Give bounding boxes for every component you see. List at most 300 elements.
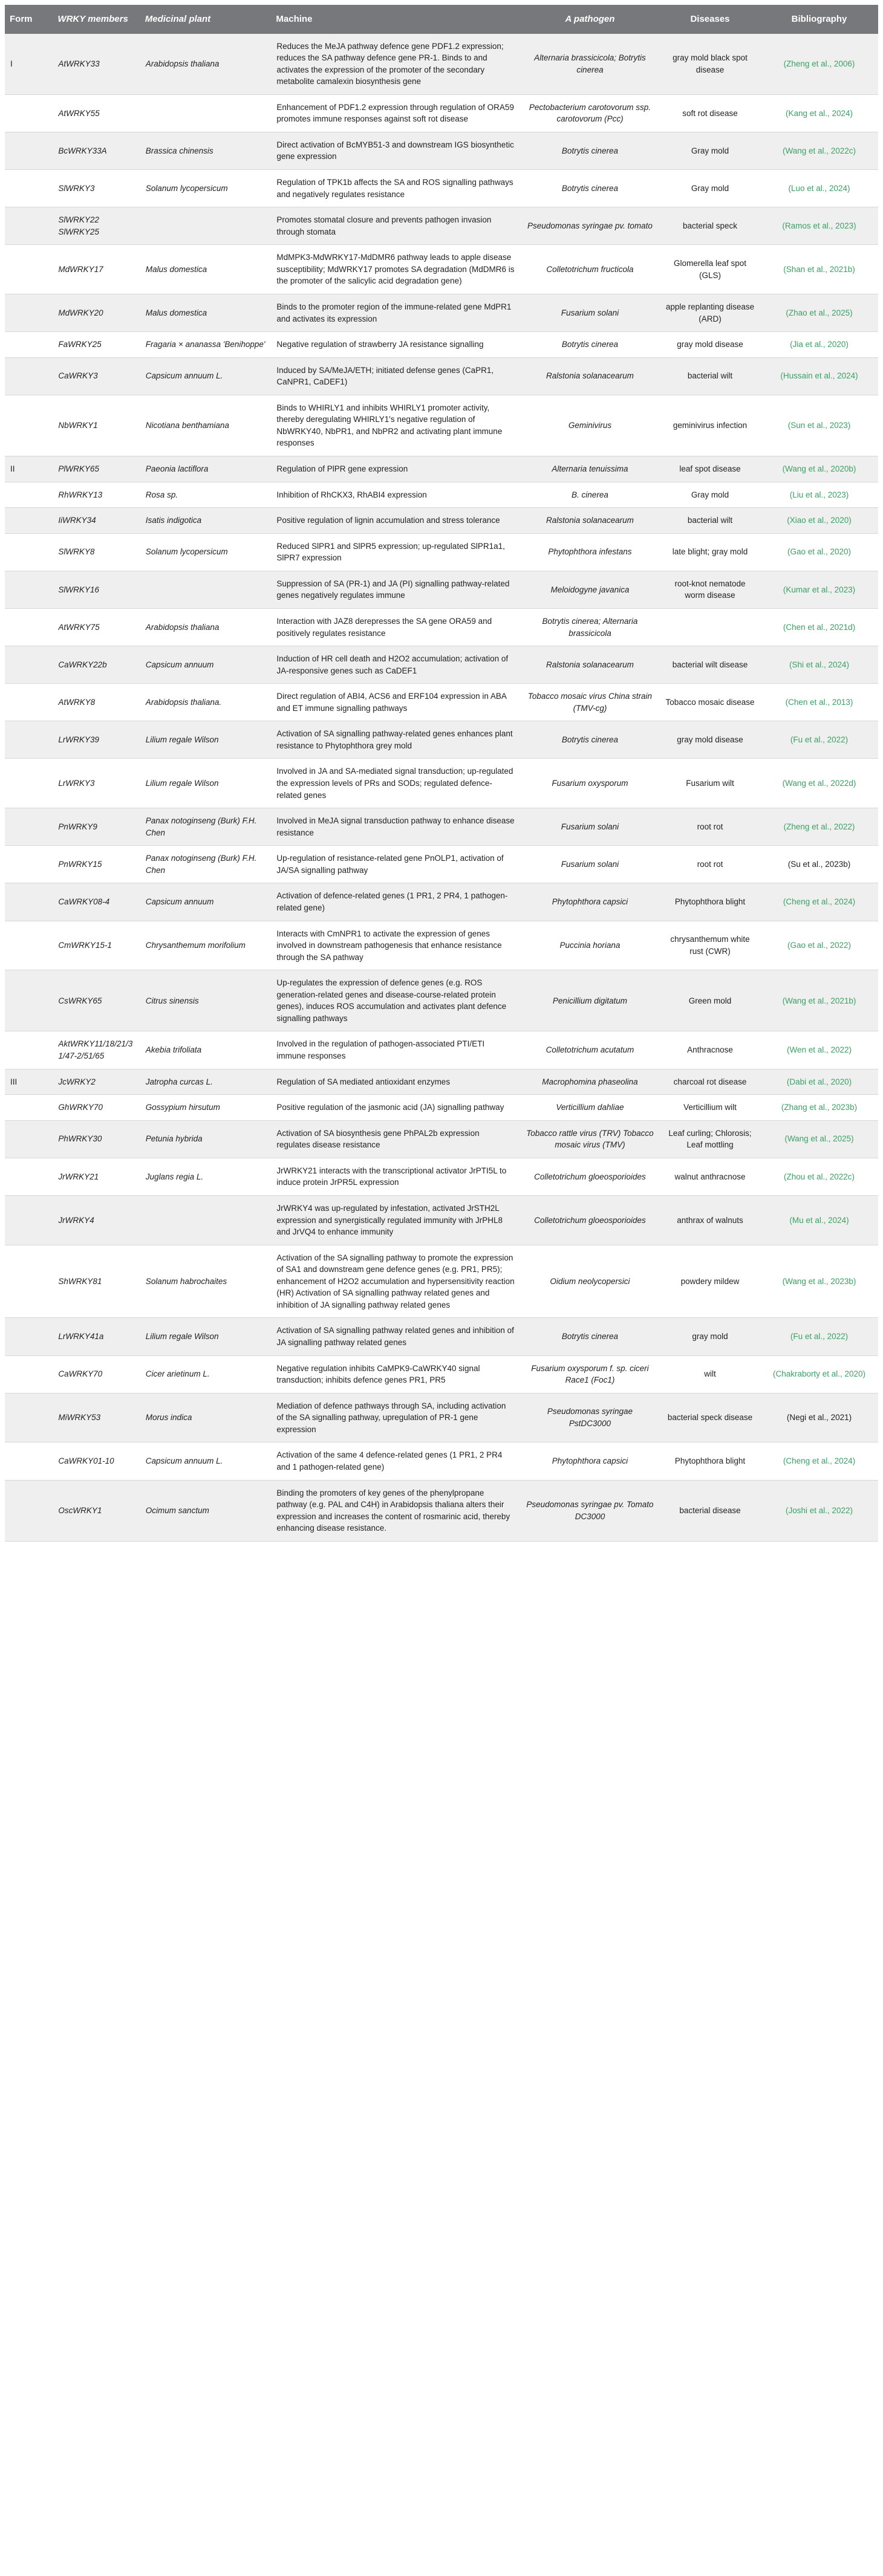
cell-machine: Activation of the same 4 defence-related genes (1 PR1, 2 PR4 and 1 pathogen-related gene) xyxy=(271,1442,520,1480)
cell-medicinal-plant: Solanum lycopersicum xyxy=(140,533,272,571)
cell-disease: bacterial speck disease xyxy=(660,1393,760,1442)
cell-form xyxy=(5,332,53,358)
table-row xyxy=(5,207,878,245)
citation-link[interactable]: (Zhao et al., 2025) xyxy=(786,308,853,317)
cell-form xyxy=(5,1355,53,1393)
cell-wrky-member: LrWRKY3 xyxy=(53,759,140,808)
cell-pathogen: Alternaria tenuissima xyxy=(520,456,660,482)
cell-medicinal-plant: Paeonia lactiflora xyxy=(140,456,272,482)
header-bibliography: Bibliography xyxy=(760,5,878,34)
cell-form xyxy=(5,94,53,132)
table-row xyxy=(5,1158,878,1195)
cell-machine: Activation of SA biosynthesis gene PhPAL2b expression regulates disease resistance xyxy=(271,1120,520,1158)
cell-form: I xyxy=(5,34,53,95)
cell-pathogen: Geminivirus xyxy=(520,395,660,456)
table-row xyxy=(5,1480,878,1541)
citation-link[interactable]: (Wang et al., 2022d) xyxy=(782,779,856,788)
citation-link[interactable]: (Dabi et al., 2020) xyxy=(786,1077,852,1086)
table-row xyxy=(5,482,878,508)
cell-disease: geminivirus infection xyxy=(660,395,760,456)
cell-machine: Interaction with JAZ8 derepresses the SA gene ORA59 and positively regulates resistance xyxy=(271,608,520,646)
cell-form xyxy=(5,1480,53,1541)
wrky-factors-table xyxy=(5,5,878,1542)
cell-wrky-member: CmWRKY15-1 xyxy=(53,921,140,970)
cell-wrky-member: CaWRKY22b xyxy=(53,646,140,684)
header-pathogen: A pathogen xyxy=(520,5,660,34)
cell-machine: Activation of the SA signalling pathway to promote the expression of SA1 and downstream gene defence genes (e.g. PR1, PR5); enhancement of H2O2 accumulation and hypersensitivity reaction (HR) Activation of SA signalling pathway related genes and inhibition of JA signalling pathway related genes xyxy=(271,1245,520,1318)
cell-pathogen: Botrytis cinerea xyxy=(520,170,660,207)
table-row xyxy=(5,294,878,331)
cell-machine: JrWRKY21 interacts with the transcriptional activator JrPTI5L to induce protein JrPR5L expression xyxy=(271,1158,520,1195)
cell-disease: Anthracnose xyxy=(660,1031,760,1069)
cell-form xyxy=(5,759,53,808)
cell-form xyxy=(5,571,53,608)
cell-machine: Negative regulation inhibits CaMPK9-CaWRKY40 signal transduction; inhibits defence genes PR1, PR5 xyxy=(271,1355,520,1393)
cell-bibliography xyxy=(760,684,878,721)
cell-machine: Regulation of PlPR gene expression xyxy=(271,456,520,482)
citation-link[interactable]: (Wang et al., 2023b) xyxy=(782,1276,856,1286)
table-row xyxy=(5,970,878,1031)
cell-wrky-member: PnWRKY9 xyxy=(53,808,140,846)
table-row xyxy=(5,1031,878,1069)
cell-pathogen: Pseudomonas syringae pv. Tomato DC3000 xyxy=(520,1480,660,1541)
cell-form: II xyxy=(5,456,53,482)
cell-machine: Reduces the MeJA pathway defence gene PDF1.2 expression; reduces the SA pathway defence gene PR-1. Binds to and activates the expression of the promoter of the secondary metabolite camalexin biosynthesis gene xyxy=(271,34,520,95)
citation-link[interactable]: (Xiao et al., 2020) xyxy=(787,516,852,525)
cell-wrky-member: CaWRKY08-4 xyxy=(53,883,140,921)
cell-pathogen: Botrytis cinerea; Alternaria brassicicola xyxy=(520,608,660,646)
citation-link[interactable]: (Ramos et al., 2023) xyxy=(782,221,856,230)
cell-medicinal-plant xyxy=(140,571,272,608)
cell-bibliography xyxy=(760,608,878,646)
cell-disease: Leaf curling; Chlorosis; Leaf mottling xyxy=(660,1120,760,1158)
cell-bibliography xyxy=(760,1095,878,1121)
table-row xyxy=(5,1195,878,1245)
cell-medicinal-plant: Petunia hybrida xyxy=(140,1120,272,1158)
cell-bibliography xyxy=(760,1158,878,1195)
cell-disease xyxy=(660,608,760,646)
cell-medicinal-plant: Arabidopsis thaliana xyxy=(140,34,272,95)
cell-disease: Gray mold xyxy=(660,132,760,169)
cell-bibliography xyxy=(760,1195,878,1245)
cell-disease: bacterial wilt xyxy=(660,508,760,534)
cell-disease: leaf spot disease xyxy=(660,456,760,482)
cell-form xyxy=(5,1031,53,1069)
cell-wrky-member: SlWRKY8 xyxy=(53,533,140,571)
cell-medicinal-plant: Capsicum annuum xyxy=(140,646,272,684)
cell-wrky-member: MdWRKY20 xyxy=(53,294,140,331)
table-row xyxy=(5,132,878,169)
cell-form xyxy=(5,508,53,534)
citation-link: (Su et al., 2023b) xyxy=(787,860,851,869)
cell-medicinal-plant: Capsicum annuum L. xyxy=(140,357,272,395)
cell-form xyxy=(5,883,53,921)
cell-medicinal-plant: Solanum habrochaites xyxy=(140,1245,272,1318)
cell-bibliography xyxy=(760,1069,878,1095)
cell-bibliography xyxy=(760,759,878,808)
citation-link[interactable]: (Shi et al., 2024) xyxy=(789,660,850,669)
cell-wrky-member: OscWRKY1 xyxy=(53,1480,140,1541)
cell-medicinal-plant: Morus indica xyxy=(140,1393,272,1442)
table-row xyxy=(5,921,878,970)
cell-bibliography xyxy=(760,646,878,684)
table-row xyxy=(5,759,878,808)
cell-medicinal-plant: Lilium regale Wilson xyxy=(140,1318,272,1355)
cell-wrky-member: JrWRKY4 xyxy=(53,1195,140,1245)
cell-pathogen: Phytophthora capsici xyxy=(520,1442,660,1480)
cell-machine: Direct activation of BcMYB51-3 and downstream IGS biosynthetic gene expression xyxy=(271,132,520,169)
table-row xyxy=(5,808,878,846)
table-row xyxy=(5,646,878,684)
table-row xyxy=(5,508,878,534)
cell-machine: Induced by SA/MeJA/ETH; initiated defense genes (CaPR1, CaNPR1, CaDEF1) xyxy=(271,357,520,395)
cell-wrky-member: SlWRKY16 xyxy=(53,571,140,608)
header-machine: Machine xyxy=(271,5,520,34)
cell-medicinal-plant: Citrus sinensis xyxy=(140,970,272,1031)
cell-form xyxy=(5,245,53,294)
cell-pathogen: Botrytis cinerea xyxy=(520,132,660,169)
cell-wrky-member: CaWRKY01-10 xyxy=(53,1442,140,1480)
cell-pathogen: Fusarium solani xyxy=(520,846,660,883)
cell-medicinal-plant: Arabidopsis thaliana. xyxy=(140,684,272,721)
citation-link[interactable]: (Mu et al., 2024) xyxy=(789,1215,849,1225)
cell-pathogen: Meloidogyne javanica xyxy=(520,571,660,608)
cell-machine: Regulation of SA mediated antioxidant enzymes xyxy=(271,1069,520,1095)
cell-form xyxy=(5,395,53,456)
citation-link[interactable]: (Wang et al., 2025) xyxy=(784,1134,854,1144)
cell-medicinal-plant xyxy=(140,1195,272,1245)
cell-pathogen: Fusarium solani xyxy=(520,808,660,846)
table-row xyxy=(5,1245,878,1318)
cell-disease: Phytophthora blight xyxy=(660,1442,760,1480)
cell-bibliography xyxy=(760,34,878,95)
cell-machine: Suppression of SA (PR-1) and JA (PI) signalling pathway-related genes negatively regulates immune xyxy=(271,571,520,608)
cell-machine: Up-regulation of resistance-related gene PnOLP1, activation of JA/SA signalling pathway xyxy=(271,846,520,883)
cell-pathogen: Pseudomonas syringae PstDC3000 xyxy=(520,1393,660,1442)
citation-link[interactable]: (Kang et al., 2024) xyxy=(785,108,853,118)
cell-bibliography xyxy=(760,1031,878,1069)
cell-form xyxy=(5,1120,53,1158)
table-row xyxy=(5,245,878,294)
cell-wrky-member: JcWRKY2 xyxy=(53,1069,140,1095)
citation-link[interactable]: (Wang et al., 2021b) xyxy=(782,996,856,1005)
cell-machine: Mediation of defence pathways through SA, including activation of the SA signalling pathway, upregulation of PR-1 gene expression xyxy=(271,1393,520,1442)
cell-disease: gray mold xyxy=(660,1318,760,1355)
citation-link[interactable]: (Joshi et al., 2022) xyxy=(785,1505,853,1515)
cell-disease: anthrax of walnuts xyxy=(660,1195,760,1245)
table-row xyxy=(5,684,878,721)
citation-link[interactable]: (Shan et al., 2021b) xyxy=(783,264,855,274)
cell-medicinal-plant: Malus domestica xyxy=(140,294,272,331)
header-wrky-members: WRKY members xyxy=(53,5,140,34)
cell-disease: Verticillium wilt xyxy=(660,1095,760,1121)
table-row xyxy=(5,533,878,571)
citation-link[interactable]: (Zheng et al., 2022) xyxy=(783,822,855,831)
cell-medicinal-plant xyxy=(140,207,272,245)
cell-wrky-member: AktWRKY11/18/21/31/47-2/51/65 xyxy=(53,1031,140,1069)
cell-wrky-member: SlWRKY3 xyxy=(53,170,140,207)
cell-pathogen: Ralstonia solanacearum xyxy=(520,508,660,534)
cell-medicinal-plant: Jatropha curcas L. xyxy=(140,1069,272,1095)
cell-medicinal-plant xyxy=(140,94,272,132)
cell-machine: Binds to the promoter region of the immune-related gene MdPR1 and activates its expression xyxy=(271,294,520,331)
cell-pathogen: B. cinerea xyxy=(520,482,660,508)
cell-pathogen: Botrytis cinerea xyxy=(520,1318,660,1355)
cell-form xyxy=(5,132,53,169)
citation-link[interactable]: (Wen et al., 2022) xyxy=(786,1045,852,1055)
cell-machine: Reduced SlPR1 and SlPR5 expression; up-regulated SlPR1a1, SlPR7 expression xyxy=(271,533,520,571)
cell-form xyxy=(5,1393,53,1442)
citation-link[interactable]: (Fu et al., 2022) xyxy=(790,735,849,745)
cell-medicinal-plant: Cicer arietinum L. xyxy=(140,1355,272,1393)
citation-link[interactable]: (Zheng et al., 2006) xyxy=(783,59,855,68)
cell-wrky-member: AtWRKY55 xyxy=(53,94,140,132)
table-body xyxy=(5,34,878,1542)
table-row xyxy=(5,94,878,132)
citation-link[interactable]: (Fu et al., 2022) xyxy=(790,1332,849,1342)
cell-machine: Negative regulation of strawberry JA resistance signalling xyxy=(271,332,520,358)
cell-disease: gray mold disease xyxy=(660,332,760,358)
table-row xyxy=(5,571,878,608)
cell-bibliography xyxy=(760,395,878,456)
cell-disease: soft rot disease xyxy=(660,94,760,132)
table-row xyxy=(5,1095,878,1121)
cell-form xyxy=(5,608,53,646)
cell-form xyxy=(5,646,53,684)
cell-wrky-member: CaWRKY70 xyxy=(53,1355,140,1393)
cell-pathogen: Colletotrichum fructicola xyxy=(520,245,660,294)
cell-machine: Activation of defence-related genes (1 PR1, 2 PR4, 1 pathogen-related gene) xyxy=(271,883,520,921)
cell-medicinal-plant: Capsicum annuum xyxy=(140,883,272,921)
citation-link[interactable]: (Kumar et al., 2023) xyxy=(783,585,856,594)
cell-bibliography xyxy=(760,1120,878,1158)
cell-machine: Direct regulation of ABI4, ACS6 and ERF104 expression in ABA and ET immune signalling pathways xyxy=(271,684,520,721)
cell-machine: Activation of SA signalling pathway-related genes enhances plant resistance to Phytophthora grey mold xyxy=(271,721,520,759)
cell-disease: root rot xyxy=(660,846,760,883)
cell-pathogen: Oidium neolycopersici xyxy=(520,1245,660,1318)
cell-form xyxy=(5,294,53,331)
table-row xyxy=(5,1120,878,1158)
cell-machine: Inhibition of RhCKX3, RhABI4 expression xyxy=(271,482,520,508)
cell-disease: Gray mold xyxy=(660,170,760,207)
citation-link[interactable]: (Sun et al., 2023) xyxy=(787,421,851,430)
cell-disease: chrysanthemum white rust (CWR) xyxy=(660,921,760,970)
cell-pathogen: Botrytis cinerea xyxy=(520,721,660,759)
cell-disease: Phytophthora blight xyxy=(660,883,760,921)
cell-wrky-member: AtWRKY75 xyxy=(53,608,140,646)
cell-pathogen: Phytophthora infestans xyxy=(520,533,660,571)
cell-form xyxy=(5,1095,53,1121)
table-row xyxy=(5,1442,878,1480)
cell-wrky-member: LrWRKY39 xyxy=(53,721,140,759)
cell-machine: Positive regulation of the jasmonic acid (JA) signalling pathway xyxy=(271,1095,520,1121)
cell-medicinal-plant: Akebia trifoliata xyxy=(140,1031,272,1069)
citation-link[interactable]: (Cheng et al., 2024) xyxy=(783,1456,856,1466)
cell-bibliography xyxy=(760,1355,878,1393)
cell-pathogen: Fusarium oxysporum f. sp. ciceri Race1 (Foc1) xyxy=(520,1355,660,1393)
cell-wrky-member: RhWRKY13 xyxy=(53,482,140,508)
cell-wrky-member: CsWRKY65 xyxy=(53,970,140,1031)
cell-form xyxy=(5,970,53,1031)
cell-form xyxy=(5,684,53,721)
cell-disease: Tobacco mosaic disease xyxy=(660,684,760,721)
cell-pathogen: Pseudomonas syringae pv. tomato xyxy=(520,207,660,245)
cell-form xyxy=(5,357,53,395)
cell-form xyxy=(5,721,53,759)
cell-wrky-member: GhWRKY70 xyxy=(53,1095,140,1121)
citation-link[interactable]: (Jia et al., 2020) xyxy=(790,340,849,349)
citation-link[interactable]: (Luo et al., 2024) xyxy=(788,183,850,193)
citation-link[interactable]: (Gao et al., 2020) xyxy=(787,547,852,557)
cell-pathogen: Penicillium digitatum xyxy=(520,970,660,1031)
cell-bibliography xyxy=(760,1393,878,1442)
cell-medicinal-plant: Malus domestica xyxy=(140,245,272,294)
table-row xyxy=(5,721,878,759)
cell-form xyxy=(5,170,53,207)
citation-link[interactable]: (Wang et al., 2020b) xyxy=(782,464,856,473)
cell-pathogen: Fusarium oxysporum xyxy=(520,759,660,808)
cell-disease: wilt xyxy=(660,1355,760,1393)
cell-bibliography xyxy=(760,846,878,883)
cell-medicinal-plant: Nicotiana benthamiana xyxy=(140,395,272,456)
cell-disease: powdery mildew xyxy=(660,1245,760,1318)
cell-form xyxy=(5,808,53,846)
cell-bibliography xyxy=(760,294,878,331)
citation-link[interactable]: (Hussain et al., 2024) xyxy=(780,371,858,381)
cell-medicinal-plant: Capsicum annuum L. xyxy=(140,1442,272,1480)
cell-pathogen: Puccinia horiana xyxy=(520,921,660,970)
cell-pathogen: Colletotrichum gloeosporioides xyxy=(520,1195,660,1245)
cell-machine: Enhancement of PDF1.2 expression through regulation of ORA59 promotes immune responses against soft rot disease xyxy=(271,94,520,132)
cell-wrky-member: LrWRKY41a xyxy=(53,1318,140,1355)
cell-machine: Induction of HR cell death and H2O2 accumulation; activation of JA-responsive genes such as CaDEF1 xyxy=(271,646,520,684)
citation-link[interactable]: (Gao et al., 2022) xyxy=(787,941,852,950)
cell-wrky-member: AtWRKY8 xyxy=(53,684,140,721)
table-row xyxy=(5,456,878,482)
cell-bibliography xyxy=(760,482,878,508)
cell-disease: gray mold black spot disease xyxy=(660,34,760,95)
table-row xyxy=(5,332,878,358)
cell-bibliography xyxy=(760,245,878,294)
cell-bibliography xyxy=(760,970,878,1031)
cell-machine: Involved in MeJA signal transduction pathway to enhance disease resistance xyxy=(271,808,520,846)
cell-wrky-member: JrWRKY21 xyxy=(53,1158,140,1195)
cell-wrky-member: BcWRKY33A xyxy=(53,132,140,169)
cell-pathogen: Colletotrichum acutatum xyxy=(520,1031,660,1069)
table-row xyxy=(5,170,878,207)
cell-disease: Gray mold xyxy=(660,482,760,508)
cell-medicinal-plant: Fragaria × ananassa 'Benihoppe' xyxy=(140,332,272,358)
header-form: Form xyxy=(5,5,53,34)
cell-bibliography xyxy=(760,508,878,534)
citation-link[interactable]: (Chakraborty et al., 2020) xyxy=(772,1369,866,1379)
cell-form: III xyxy=(5,1069,53,1095)
table-row xyxy=(5,1069,878,1095)
cell-bibliography xyxy=(760,533,878,571)
citation-link[interactable]: (Zhang et al., 2023b) xyxy=(781,1103,858,1112)
cell-machine: MdMPK3-MdWRKY17-MdDMR6 pathway leads to apple disease susceptibility; MdWRKY17 promotes SA degradation (MdDMR6 is the promoter of the salicylic acid degradation gene) xyxy=(271,245,520,294)
cell-bibliography xyxy=(760,456,878,482)
cell-pathogen: Phytophthora capsici xyxy=(520,883,660,921)
cell-bibliography xyxy=(760,571,878,608)
cell-medicinal-plant: Panax notoginseng (Burk) F.H. Chen xyxy=(140,846,272,883)
cell-pathogen: Fusarium solani xyxy=(520,294,660,331)
citation-link[interactable]: (Liu et al., 2023) xyxy=(789,490,849,499)
cell-pathogen: Botrytis cinerea xyxy=(520,332,660,358)
cell-machine: JrWRKY4 was up-regulated by infestation, activated JrSTH2L expression and synergistically regulated immunity with JrPHL8 and JrVQ4 to enhance immunity xyxy=(271,1195,520,1245)
cell-disease: root-knot nematode worm disease xyxy=(660,571,760,608)
header-diseases: Diseases xyxy=(660,5,760,34)
cell-disease: walnut anthracnose xyxy=(660,1158,760,1195)
cell-machine: Positive regulation of lignin accumulation and stress tolerance xyxy=(271,508,520,534)
citation-link[interactable]: (Wang et al., 2022c) xyxy=(782,146,856,155)
cell-machine: Regulation of TPK1b affects the SA and ROS signalling pathways and negatively regulates resistance xyxy=(271,170,520,207)
cell-disease: bacterial speck xyxy=(660,207,760,245)
citation-link: (Negi et al., 2021) xyxy=(786,1413,852,1423)
cell-medicinal-plant: Brassica chinensis xyxy=(140,132,272,169)
cell-form xyxy=(5,482,53,508)
cell-bibliography xyxy=(760,207,878,245)
cell-machine: Binds to WHIRLY1 and inhibits WHIRLY1 promoter activity, thereby deregulating WHIRLY1's negative regulation of NbWRKY40, NbPR1, and NbPR2 and activating plant immune responses xyxy=(271,395,520,456)
cell-pathogen: Ralstonia solanacearum xyxy=(520,646,660,684)
cell-disease: late blight; gray mold xyxy=(660,533,760,571)
cell-pathogen: Pectobacterium carotovorum ssp. carotovorum (Pcc) xyxy=(520,94,660,132)
cell-disease: charcoal rot disease xyxy=(660,1069,760,1095)
cell-form xyxy=(5,1245,53,1318)
cell-medicinal-plant: Gossypium hirsutum xyxy=(140,1095,272,1121)
cell-wrky-member: MdWRKY17 xyxy=(53,245,140,294)
table-row xyxy=(5,357,878,395)
cell-medicinal-plant: Arabidopsis thaliana xyxy=(140,608,272,646)
table-row xyxy=(5,1393,878,1442)
cell-disease: Green mold xyxy=(660,970,760,1031)
cell-machine: Interacts with CmNPR1 to activate the expression of genes involved in downstream pathogenesis that enhance resistance through the SA pathway xyxy=(271,921,520,970)
cell-bibliography xyxy=(760,721,878,759)
table-header xyxy=(5,5,878,34)
table-row xyxy=(5,1355,878,1393)
table-row xyxy=(5,608,878,646)
cell-form xyxy=(5,1318,53,1355)
cell-medicinal-plant: Solanum lycopersicum xyxy=(140,170,272,207)
cell-wrky-member: IiWRKY34 xyxy=(53,508,140,534)
cell-disease: bacterial wilt xyxy=(660,357,760,395)
table-row xyxy=(5,883,878,921)
cell-medicinal-plant: Isatis indigotica xyxy=(140,508,272,534)
cell-medicinal-plant: Panax notoginseng (Burk) F.H. Chen xyxy=(140,808,272,846)
cell-bibliography xyxy=(760,357,878,395)
cell-form xyxy=(5,1442,53,1480)
cell-bibliography xyxy=(760,1442,878,1480)
table-row xyxy=(5,395,878,456)
cell-disease: Fusarium wilt xyxy=(660,759,760,808)
cell-medicinal-plant: Rosa sp. xyxy=(140,482,272,508)
citation-link[interactable]: (Chen et al., 2021d) xyxy=(783,622,856,632)
cell-pathogen: Ralstonia solanacearum xyxy=(520,357,660,395)
citation-link[interactable]: (Cheng et al., 2024) xyxy=(783,897,856,907)
cell-disease: bacterial wilt disease xyxy=(660,646,760,684)
cell-wrky-member: FaWRKY25 xyxy=(53,332,140,358)
cell-machine: Up-regulates the expression of defence genes (e.g. ROS generation-related genes and disease-course-related protein genes), induces ROS accumulation and activates plant defence signalling pathways xyxy=(271,970,520,1031)
cell-bibliography xyxy=(760,94,878,132)
citation-link[interactable]: (Zhou et al., 2022c) xyxy=(783,1172,855,1181)
cell-form xyxy=(5,846,53,883)
cell-wrky-member: PlWRKY65 xyxy=(53,456,140,482)
cell-pathogen: Alternaria brassicicola; Botrytis cinerea xyxy=(520,34,660,95)
cell-medicinal-plant: Juglans regia L. xyxy=(140,1158,272,1195)
citation-link[interactable]: (Chen et al., 2013) xyxy=(785,697,853,707)
cell-disease: Glomerella leaf spot (GLS) xyxy=(660,245,760,294)
cell-wrky-member: MiWRKY53 xyxy=(53,1393,140,1442)
